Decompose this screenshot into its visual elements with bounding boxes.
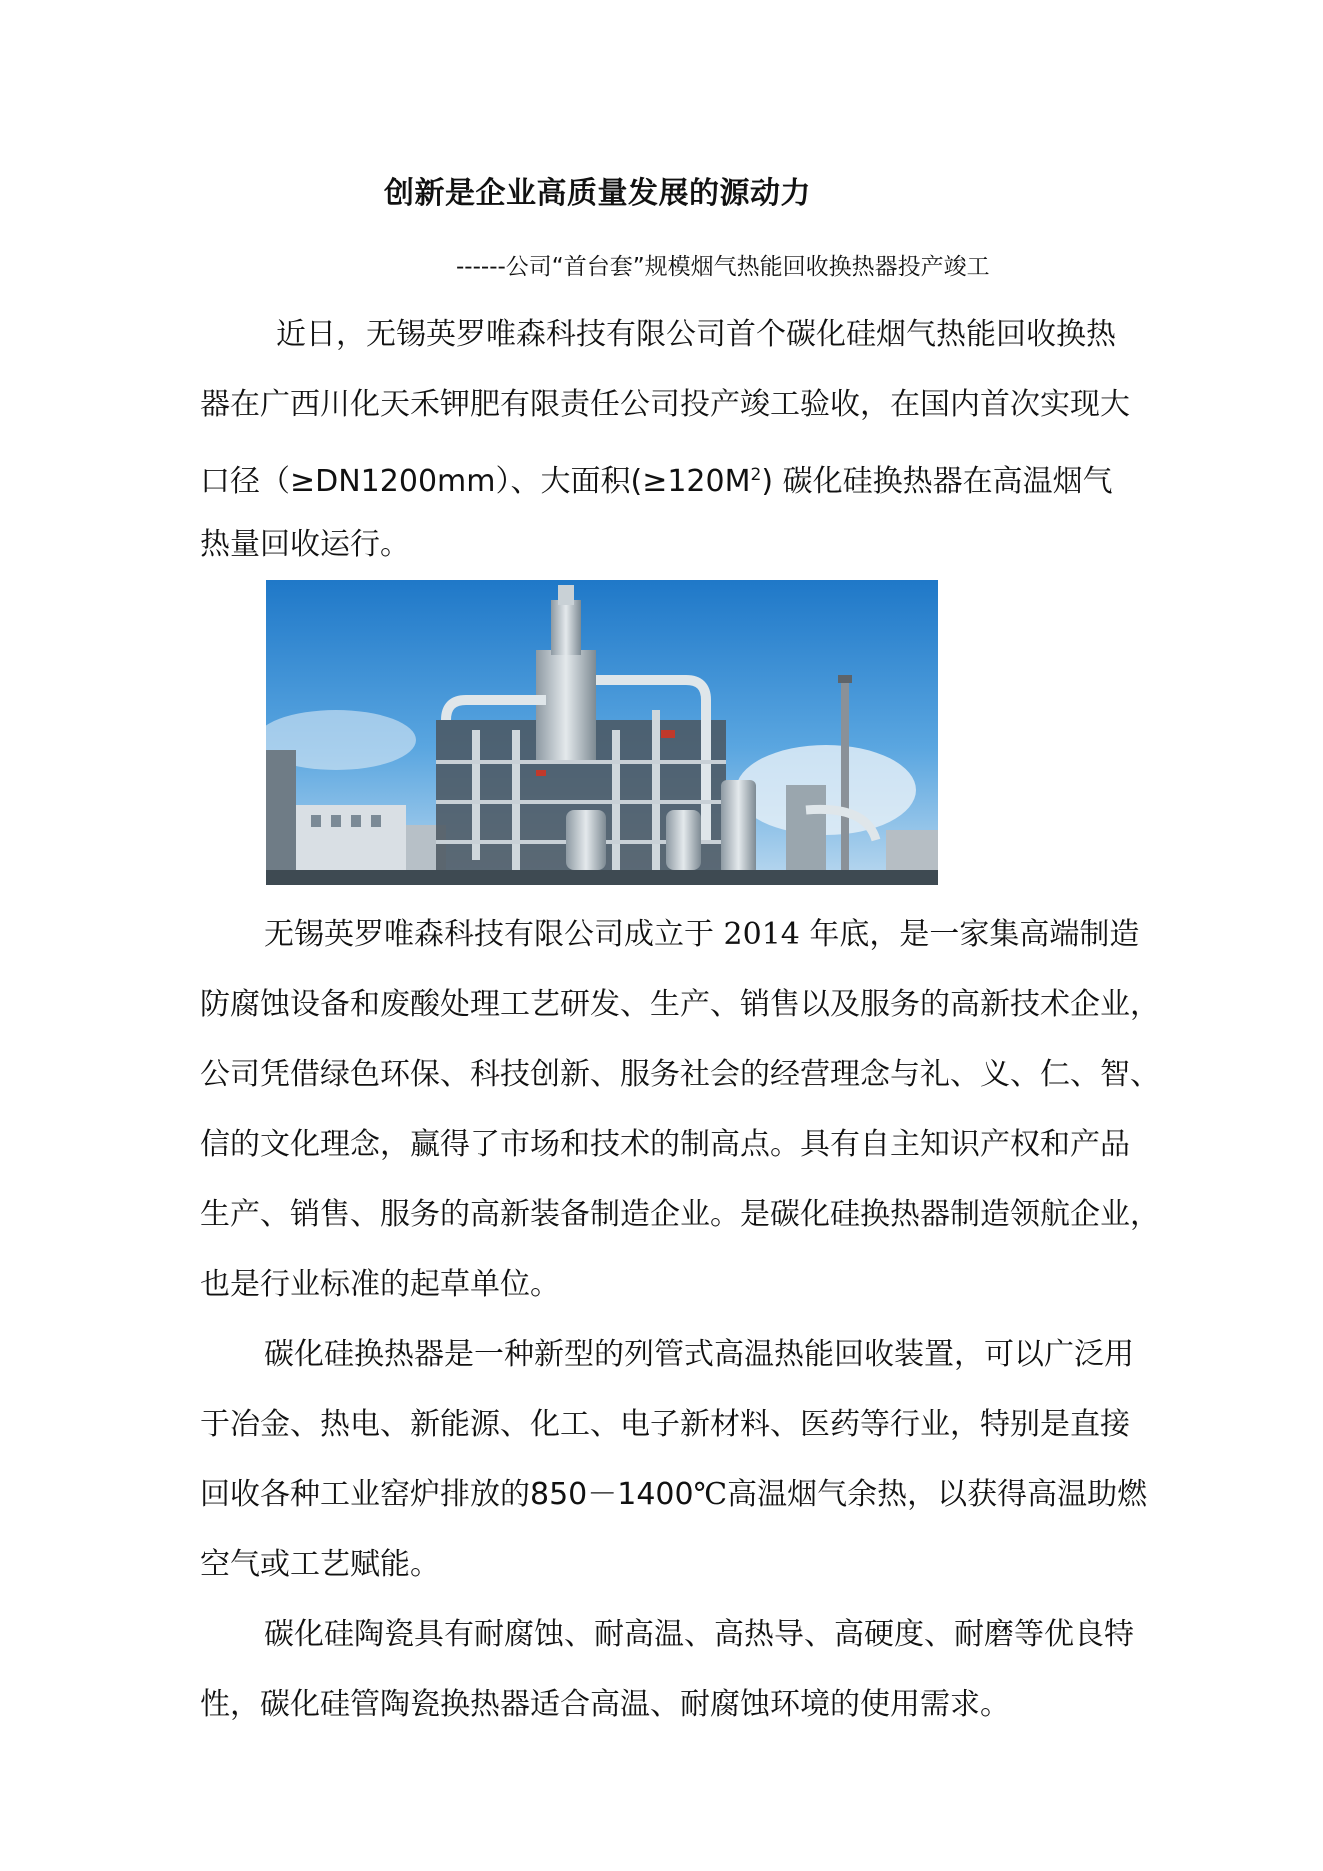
- paragraph-line: 空气或工艺赋能。: [200, 1547, 440, 1582]
- paragraph-line: 碳化硅换热器是一种新型的列管式高温热能回收装置，可以广泛用: [264, 1337, 1134, 1372]
- text-run: ℃高温烟气余热，以获得高温助燃: [693, 1477, 1148, 1512]
- text-run: (≥120M: [630, 464, 751, 499]
- text-run: 回收各种工业窑炉排放的: [200, 1477, 530, 1512]
- paragraph-line: 热量回收运行。: [200, 527, 410, 562]
- paragraph-line: 生产、销售、服务的高新装备制造企业。是碳化硅换热器制造领航企业，: [200, 1197, 1160, 1232]
- paragraph-line: 近日，无锡英罗唯森科技有限公司首个碳化硅烟气热能回收换热: [276, 317, 1116, 352]
- text-run: 口径（: [200, 464, 290, 499]
- paragraph-line: 于冶金、热电、新能源、化工、电子新材料、医药等行业，特别是直接: [200, 1407, 1130, 1442]
- paragraph-exchanger: [200, 1320, 1158, 1600]
- paragraph-line: 公司凭借绿色环保、科技创新、服务社会的经营理念与礼、义、仁、智、: [200, 1057, 1160, 1092]
- text-run: ): [761, 464, 774, 499]
- superscript: 2: [750, 465, 762, 485]
- paragraph-line: 也是行业标准的起草单位。: [200, 1267, 560, 1302]
- paragraph-line: 信的文化理念，赢得了市场和技术的制高点。具有自主知识产权和产品: [200, 1127, 1130, 1162]
- paragraph-line: 无锡英罗唯森科技有限公司成立于 2014 年底，是一家集高端制造: [264, 917, 1140, 952]
- page-subtitle: ------公司“首台套”规模烟气热能回收换热器投产竣工: [456, 254, 990, 280]
- text-run: ）、大面积: [495, 464, 631, 499]
- paragraph-line: 器在广西川化天禾钾肥有限责任公司投产竣工验收，在国内首次实现大: [200, 387, 1130, 422]
- paragraph-company: [200, 900, 1158, 1320]
- paragraph-ceramic: [200, 1600, 1158, 1740]
- paragraph-line: 碳化硅陶瓷具有耐腐蚀、耐高温、高热导、高硬度、耐磨等优良特: [264, 1617, 1134, 1652]
- paragraph-intro: [200, 300, 1158, 580]
- text-run: 850－1400: [530, 1477, 694, 1512]
- paragraph-line: [200, 1460, 1158, 1530]
- paragraph-line: 防腐蚀设备和废酸处理工艺研发、生产、销售以及服务的高新技术企业，: [200, 987, 1160, 1022]
- text-run: ≥DN1200mm: [290, 464, 496, 499]
- plant-photo: [266, 580, 938, 885]
- industrial-plant-image: [266, 580, 938, 885]
- paragraph-line: 性，碳化硅管陶瓷换热器适合高温、耐腐蚀环境的使用需求。: [200, 1687, 1010, 1722]
- page-title: 创新是企业高质量发展的源动力: [384, 176, 811, 211]
- text-run: 碳化硅换热器在高温烟气: [773, 464, 1113, 499]
- paragraph-line: [200, 440, 1158, 510]
